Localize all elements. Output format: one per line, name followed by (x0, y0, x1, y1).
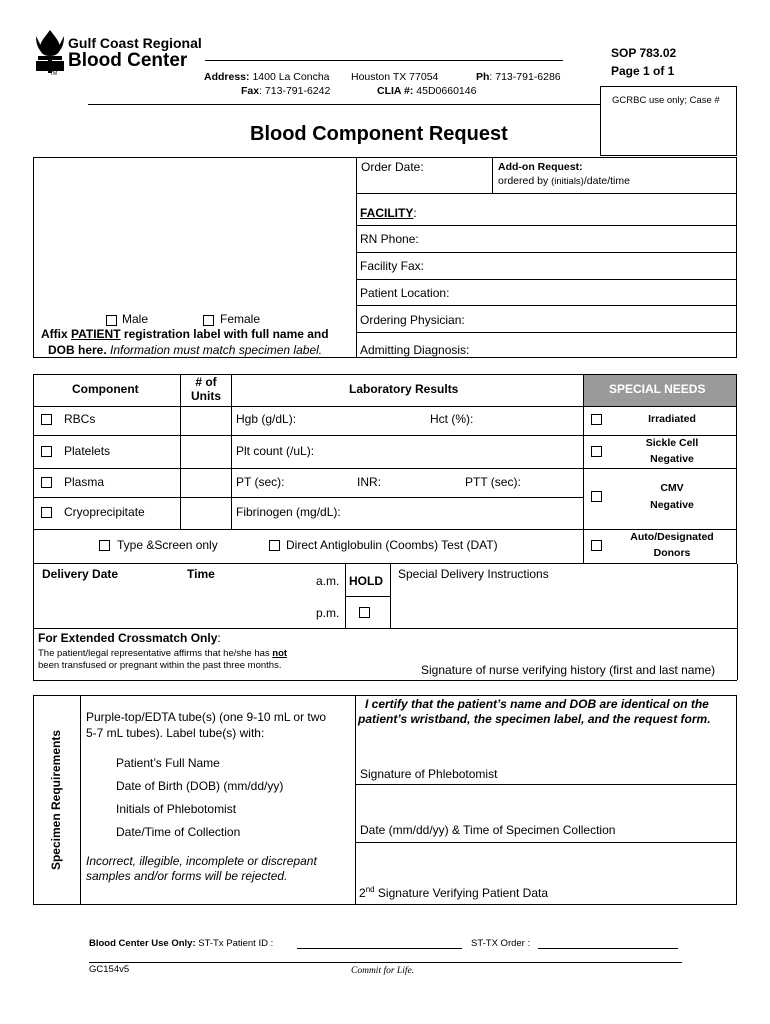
lab-result-label[interactable]: PTT (sec): (465, 475, 521, 489)
plasma-checkbox[interactable] (41, 477, 52, 488)
delivery-bottom-rule (33, 628, 737, 629)
dat-checkbox[interactable] (269, 540, 280, 551)
address-label: Address: (204, 71, 250, 83)
blood-center-logo-icon (32, 28, 68, 74)
delivery-right-border (737, 564, 738, 628)
collection-divider (355, 842, 737, 843)
crossmatch-colon: : (217, 631, 221, 645)
specimen-item: Patient’s Full Name (116, 756, 220, 770)
affix-post: registration label with full name and (120, 327, 329, 341)
special-need-label: Negative (650, 453, 694, 465)
specimen-item: Date of Birth (DOB) (mm/dd/yy) (116, 779, 284, 793)
component-name: Cryoprecipitate (64, 505, 145, 519)
crossmatch-bottom-rule (33, 680, 737, 681)
lab-result-label[interactable]: Hgb (g/dL): (236, 412, 297, 426)
affix-pre: Affix (41, 327, 71, 341)
gcrbc-use-box[interactable] (600, 86, 737, 156)
female-label: Female (220, 312, 261, 326)
admitting-diagnosis-field[interactable]: Admitting Diagnosis: (360, 343, 470, 357)
clia-label: CLIA #: (377, 85, 414, 97)
addon-request-sub (498, 175, 630, 188)
collection-datetime-label[interactable]: Date (mm/dd/yy) & Time of Specimen Collection (360, 823, 616, 837)
sop-number: SOP 783.02 (611, 46, 677, 60)
row-divider-3 (33, 497, 583, 498)
bc-use-label: Blood Center Use Only: (89, 938, 196, 949)
phlebotomist-signature-label[interactable]: Signature of Phlebotomist (360, 767, 498, 781)
fax-value: : 713-791-6242 (259, 85, 331, 97)
dob-instruction (48, 344, 322, 358)
order-date-label: Order Date: (361, 160, 424, 174)
blood-center-use-line (89, 939, 273, 950)
motto-text: Commit for Life. (351, 966, 415, 976)
org-name-line2: Blood Center (68, 50, 188, 71)
clia-line (377, 85, 476, 97)
specimen-item: Initials of Phlebotomist (116, 802, 237, 816)
special-need-label: Donors (653, 547, 691, 559)
dat-label: Direct Antiglobulin (Coombs) Test (DAT) (286, 538, 498, 552)
addon-sub-initials: (initials) (551, 176, 584, 187)
delivery-date-label[interactable]: Delivery Date (42, 567, 119, 581)
form-number: GC154v5 (89, 964, 130, 975)
affix-patient: PATIENT (71, 327, 121, 341)
special-delivery-label[interactable]: Special Delivery Instructions (398, 567, 549, 581)
component-name: Platelets (64, 444, 111, 458)
am-label: a.m. (316, 574, 340, 588)
addon-sub-pre: ordered by (498, 175, 552, 187)
second-pre: 2 (359, 886, 366, 900)
cmv-checkbox[interactable] (591, 491, 602, 502)
crossmatch-not: not (272, 648, 288, 659)
header-rule-bottom (88, 104, 600, 105)
crossmatch-line1 (38, 649, 287, 660)
dob-bold: DOB here. (48, 343, 107, 357)
facility-fax-field[interactable]: Facility Fax: (360, 259, 425, 273)
col-header-component: Component (72, 382, 139, 396)
lab-result-label[interactable]: Fibrinogen (mg/dL): (236, 505, 341, 519)
special-need-label: CMV (660, 482, 684, 494)
crossmatch-title (38, 632, 221, 646)
hold-right-border (390, 564, 391, 628)
facility-divider (356, 225, 737, 226)
special-need-label: Irradiated (648, 413, 696, 425)
hold-divider (345, 596, 390, 597)
col-header-units-1: # of (195, 375, 217, 389)
addon-request-title: Add-on Request: (498, 161, 583, 173)
patient-location-divider (356, 305, 737, 306)
col-header-units-2: Units (191, 389, 221, 403)
phone-line (476, 71, 561, 83)
hold-label: HOLD (349, 574, 383, 588)
col-divider-units (180, 374, 181, 529)
col-header-special: SPECIAL NEEDS (609, 382, 706, 396)
second-signature-label[interactable] (359, 885, 548, 901)
special-need-label: Sickle Cell (645, 437, 699, 449)
dob-italic: Information must match specimen label. (110, 343, 323, 357)
gcrbc-use-label: GCRBC use only; Case # (612, 95, 720, 106)
fax-label: Fax (241, 85, 260, 97)
specimen-item: Date/Time of Collection (116, 825, 241, 839)
female-checkbox[interactable] (203, 315, 214, 326)
component-header-divider (33, 406, 737, 407)
component-name: Plasma (64, 475, 105, 489)
fax-line (241, 85, 330, 97)
crossmatch-line2: been transfused or pregnant within the past three months. (38, 660, 282, 671)
trademark-mark: TM (50, 71, 58, 77)
footer-rule (89, 962, 682, 963)
male-checkbox[interactable] (106, 315, 117, 326)
affix-instruction (41, 328, 329, 342)
specimen-warning-line1: Incorrect, illegible, incomplete or discrepant (86, 854, 317, 868)
second-post: Signature Verifying Patient Data (374, 886, 549, 900)
phone-value: : 713-791-6286 (489, 71, 561, 83)
sickle-cell-checkbox[interactable] (591, 446, 602, 457)
page-number: Page 1 of 1 (611, 64, 675, 78)
facility-colon: : (413, 206, 417, 220)
pm-label: p.m. (316, 606, 340, 620)
lab-result-label[interactable]: Hct (%): (430, 412, 474, 426)
male-label: Male (122, 312, 149, 326)
type-screen-checkbox[interactable] (99, 540, 110, 551)
second-sup: nd (365, 885, 375, 894)
lab-result-label[interactable]: Plt count (/uL): (236, 444, 315, 458)
specimen-side-label: Specimen Requirements (49, 729, 64, 871)
specimen-mid-divider (355, 695, 356, 905)
delivery-left-border (33, 564, 34, 628)
certify-line1: I certify that the patient’s name and DOB are identical on the (365, 697, 709, 711)
irradiated-checkbox[interactable] (591, 414, 602, 425)
auto-designated-checkbox[interactable] (591, 540, 602, 551)
header-rule-top (205, 60, 563, 61)
address-line (204, 71, 330, 83)
crossmatch-left-border (33, 628, 34, 680)
specimen-intro-line1: Purple-top/EDTA tube(s) (one 9-10 mL or two (86, 710, 327, 724)
component-name: RBCs (64, 412, 96, 426)
ordering-physician-field[interactable]: Ordering Physician: (360, 313, 465, 327)
facility-label[interactable] (360, 207, 417, 221)
patient-location-field[interactable]: Patient Location: (360, 286, 450, 300)
address-value: 1400 La Concha (252, 71, 330, 83)
lab-result-label[interactable]: PT (sec): (236, 475, 285, 489)
order-date-cell[interactable] (356, 157, 493, 194)
delivery-time-label[interactable]: Time (187, 567, 215, 581)
st-patient-id-line[interactable] (297, 948, 462, 949)
special-need-label: Auto/Designated (630, 531, 714, 543)
org-name-line1: Gulf Coast Regional (68, 35, 202, 51)
rbcs-checkbox[interactable] (41, 414, 52, 425)
nurse-signature-label[interactable]: Signature of nurse verifying history (first and last name) (421, 663, 716, 677)
col-divider-lab (231, 374, 232, 529)
addon-sub-post: /date/time (583, 175, 630, 187)
crossmatch-line1-pre: The patient/legal representative affirms that he/she has (38, 648, 273, 659)
specimen-side-divider (80, 695, 81, 905)
st-order-label: ST-TX Order : (471, 938, 531, 949)
page-title: Blood Component Request (250, 123, 508, 145)
st-patient-label: ST-Tx Patient ID : (198, 938, 274, 949)
cryoprecipitate-checkbox[interactable] (41, 507, 52, 518)
hold-checkbox[interactable] (359, 607, 370, 618)
row-divider-4 (33, 529, 737, 530)
specimen-warning-line2: samples and/or forms will be rejected. (86, 869, 288, 883)
ordering-physician-divider (356, 332, 737, 333)
facility-fax-divider (356, 279, 737, 280)
row-divider-1 (33, 435, 737, 436)
city-text: Houston TX 77054 (351, 71, 439, 83)
st-order-line[interactable] (538, 948, 678, 949)
crossmatch-right-border (737, 628, 738, 680)
special-need-label: Negative (650, 499, 694, 511)
rn-phone-divider (356, 252, 737, 253)
type-screen-label: Type &Screen only (117, 538, 218, 552)
facility-label-text: FACILITY (360, 206, 414, 220)
lab-result-label[interactable]: INR: (357, 475, 381, 489)
clia-value: 45D0660146 (416, 85, 477, 97)
addon-request-cell[interactable] (492, 157, 737, 194)
certify-line2: patient’s wristband, the specimen label, and the request form. (358, 712, 711, 726)
col-header-lab: Laboratory Results (349, 382, 459, 396)
patient-label-box[interactable] (33, 157, 357, 358)
specimen-intro-line2: 5-7 mL tubes). Label tube(s) with: (86, 726, 265, 740)
phlebotomist-divider (355, 784, 737, 785)
row-divider-2 (33, 468, 737, 469)
phone-label: Ph (476, 71, 490, 83)
rn-phone-field[interactable]: RN Phone: (360, 232, 419, 246)
platelets-checkbox[interactable] (41, 446, 52, 457)
crossmatch-title-text: For Extended Crossmatch Only (38, 631, 218, 645)
